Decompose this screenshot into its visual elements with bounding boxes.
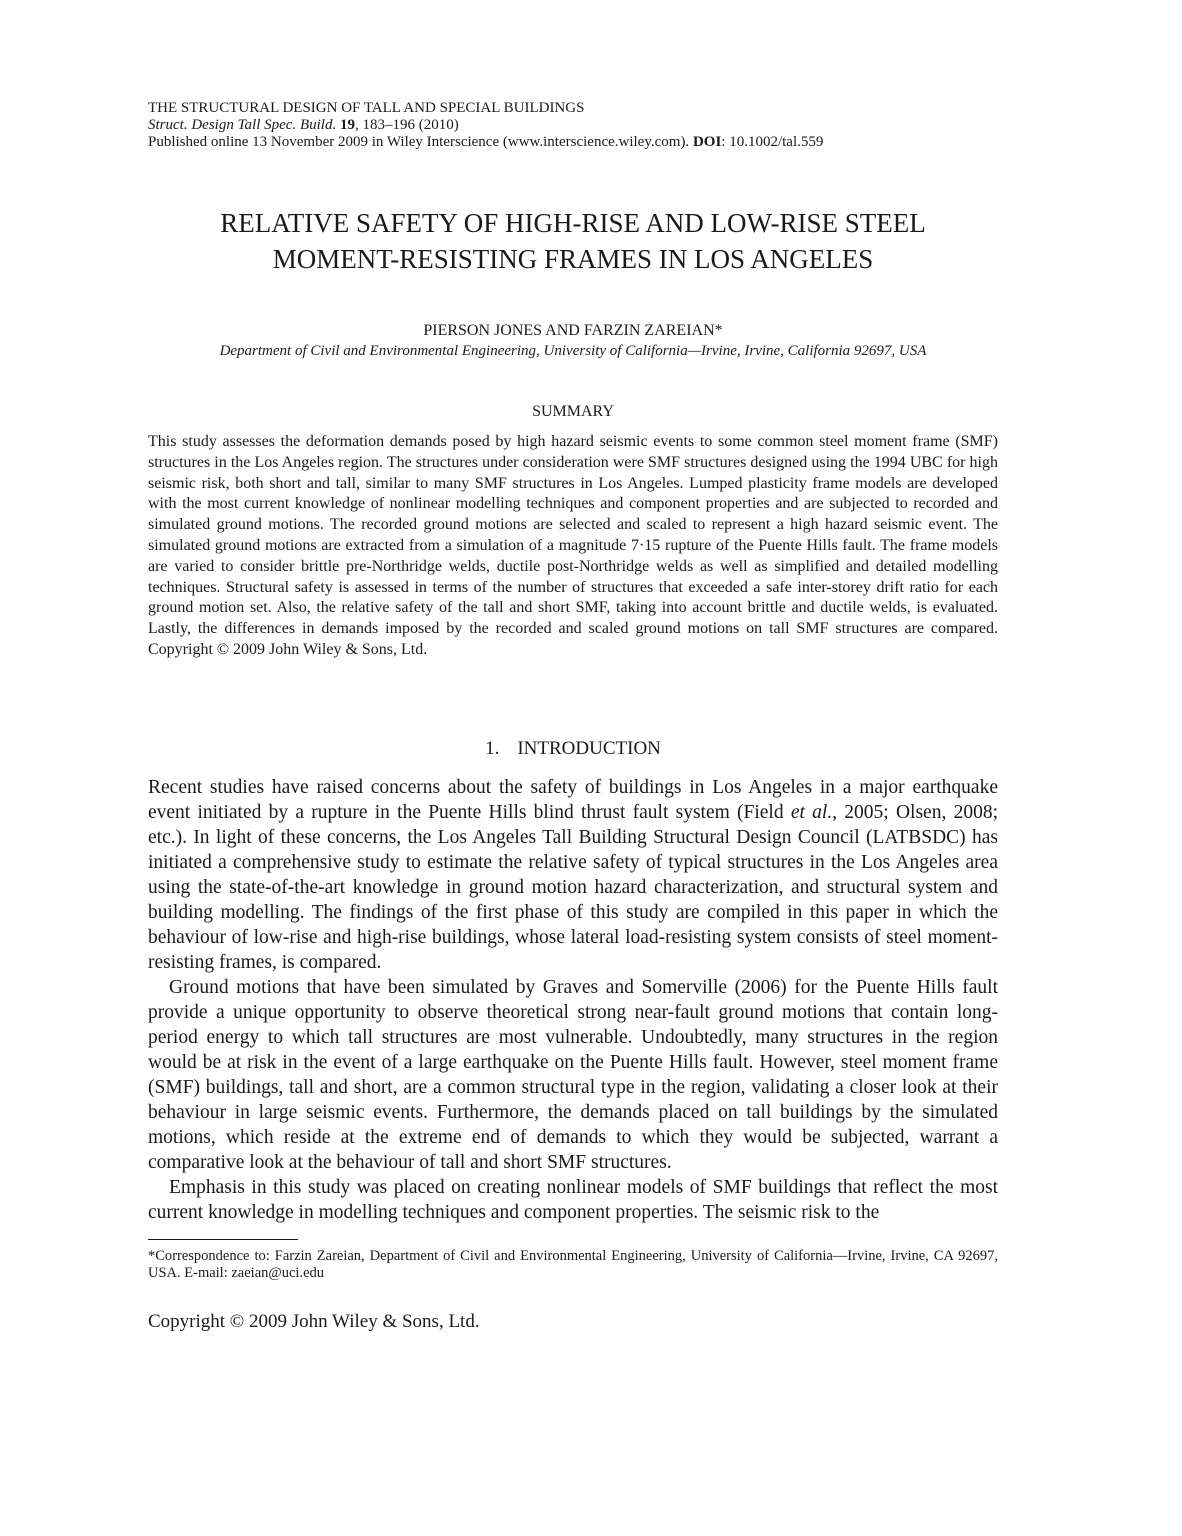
footnote-text: *Correspondence to: Farzin Zareian, Department of Civil and Environmental Engineering, University of California—Irvine, Irvine, CA 92697, USA. E-mail:: [148, 1247, 998, 1282]
paper-page: [148, 100, 998, 1334]
citation-volume: 19: [339, 117, 355, 133]
citation-pages: , 183–196 (2010): [354, 117, 459, 133]
journal-header: [148, 100, 998, 151]
paragraph-1-part-a: Recent studies have raised concerns about the safety of buildings in Los Angeles in a major earthquake event initiated by a rupture in the Puente Hills blind thrust fault system (Field: [148, 776, 998, 823]
email-link[interactable]: zaeian@uci.edu: [231, 1265, 325, 1282]
abstract-text: This study assesses the deformation demands posed by high hazard seismic events to some common steel moment frame (SMF) structures in the Los Angeles region. The structures under consideration were SMF structures designed using the 1994 UBC for high seismic risk, both short and tall, similar to many SMF structures in Los Angeles. Lumped plasticity frame models are developed with the most current knowledge of nonlinear modelling techniques and component properties and are subjected to recorded and simulated ground motions. The recorded ground motions are selected and scaled to represent a high hazard seismic event. The simulated ground motions are extracted from a simulation of a magnitude 7·15 rupture of the Puente Hills fault. The frame models are varied to consider brittle pre-Northridge welds, ductile post-Northridge welds as well as simplified and detailed modelling techniques. Structural safety is assessed in terms of the number of structures that exceeded a safe inter-storey drift ratio for each ground motion set. Also, the relative safety of the tall and short SMF, taking into account brittle and ductile welds, is evaluated. Lastly, the differences in demands imposed by the recorded and scaled ground motions on tall SMF structures are compared. Copyright © 2009 John Wiley & Sons, Ltd.: [148, 433, 998, 658]
paragraph-1: [148, 775, 998, 975]
et-al-italic: et al.: [790, 801, 833, 823]
journal-name: THE STRUCTURAL DESIGN OF TALL AND SPECIAL BUILDINGS: [148, 100, 585, 116]
citation-abbrev: Struct. Design Tall Spec. Build.: [148, 117, 337, 133]
doi-label: DOI: [692, 134, 722, 150]
citation-line: [148, 117, 998, 134]
title-line-2: MOMENT-RESISTING FRAMES IN LOS ANGELES: [272, 244, 874, 274]
doi-value: : 10.1002/tal.559: [721, 134, 824, 150]
summary-heading: SUMMARY: [532, 403, 614, 420]
copyright-notice: Copyright © 2009 John Wiley & Sons, Ltd.: [148, 1310, 480, 1332]
section-number: 1.: [485, 737, 500, 759]
section-title: INTRODUCTION: [517, 737, 661, 759]
footnote-divider: [148, 1239, 298, 1240]
paragraph-1-part-b: , 2005; Olsen, 2008; etc.). In light of these concerns, the Los Angeles Tall Building Structural Design Council (LATBSDC) has initiated a comprehensive study to estimate the relative safety of typical structures in the Los Angeles area using the state-of-the-art knowledge in ground motion hazard characterization, and structural system and building modelling. The findings of the first phase of this study are compiled in this paper in which the behaviour of low-rise and high-rise buildings, whose lateral load-resisting system consists of steel moment-resisting frames, is compared.: [148, 801, 998, 973]
section-heading-introduction: [148, 737, 998, 761]
paragraph-2: Ground motions that have been simulated by Graves and Somerville (2006) for the Puente Hills fault provide a unique opportunity to observe theoretical strong near-fault ground motions that contain long-period energy to which tall structures are most vulnerable. Undoubtedly, many structures in the region would be at risk in the event of a large earthquake on the Puente Hills fault. However, steel moment frame (SMF) buildings, tall and short, are a common structural type in the region, validating a closer look at their behaviour in large seismic events. Furthermore, the demands placed on tall buildings by the simulated motions, which reside at the extreme end of demands to which they would be subjected, warrant a comparative look at the behaviour of tall and short SMF structures.: [148, 976, 998, 1173]
publication-line: [148, 134, 998, 151]
paragraph-3: Emphasis in this study was placed on creating nonlinear models of SMF buildings that reflect the most current knowledge in modelling techniques and component properties. The seismic risk to the: [148, 1176, 998, 1223]
published-info: Published online 13 November 2009 in Wiley Interscience (www.interscience.wiley.com).: [148, 134, 693, 150]
correspondence-footnote: [148, 1248, 998, 1283]
affiliation: Department of Civil and Environmental Engineering, University of California—Irvine, Irvine, California 92697, USA: [219, 343, 927, 359]
paper-title: [148, 205, 998, 277]
authors: PIERSON JONES AND FARZIN ZAREIAN*: [423, 322, 723, 339]
introduction-body: [148, 775, 998, 1225]
title-line-1: RELATIVE SAFETY OF HIGH-RISE AND LOW-RISE STEEL: [220, 208, 926, 238]
